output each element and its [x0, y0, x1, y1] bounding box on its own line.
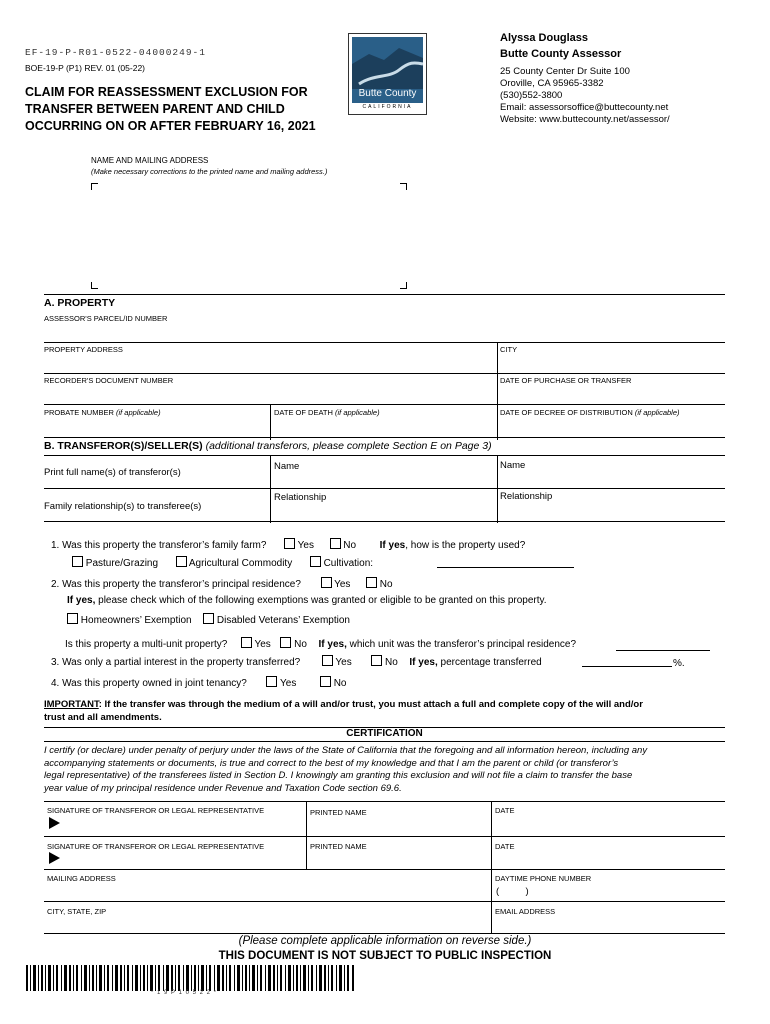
phone-field[interactable]: ( ): [496, 886, 529, 897]
relationship-label: Family relationship(s) to transferee(s): [44, 501, 202, 512]
relationship-field-2[interactable]: Relationship: [500, 491, 553, 502]
printed-name-1-label: PRINTED NAME: [310, 808, 367, 817]
assessor-name: Alyssa Douglass: [500, 32, 589, 44]
sign-arrow-icon: [49, 817, 60, 829]
bracket-tr: [400, 183, 407, 190]
date-1-label: DATE: [495, 806, 515, 815]
agri-checkbox[interactable]: [176, 556, 187, 567]
death-date-label: DATE OF DEATH (if applicable): [274, 408, 380, 417]
pasture-checkbox[interactable]: [72, 556, 83, 567]
q1-no-checkbox[interactable]: [330, 538, 341, 549]
certification-heading: CERTIFICATION: [346, 728, 423, 739]
signature-1-field[interactable]: [64, 815, 300, 833]
cultivation-field[interactable]: [437, 567, 574, 568]
mailing-label: NAME AND MAILING ADDRESS: [91, 156, 209, 165]
q1-uses: Pasture/Grazing Agricultural Commodity Cultivation:: [72, 556, 373, 569]
q3-no-checkbox[interactable]: [371, 655, 382, 666]
printed-name-1-field[interactable]: [310, 818, 486, 834]
percent-sign: %.: [673, 658, 685, 669]
full-name-label: Print full name(s) of transferor(s): [44, 467, 181, 478]
reverse-note: (Please complete applicable information on reverse side.): [238, 935, 532, 947]
city-label: CITY: [500, 345, 518, 354]
probate-label: PROBATE NUMBER (if applicable): [44, 408, 161, 417]
barcode: * 1 9 P 1 0 5 2 2 *: [26, 965, 356, 996]
veterans-checkbox[interactable]: [203, 613, 214, 624]
assessor-office: Butte County Assessor: [500, 48, 622, 60]
bracket-br: [400, 282, 407, 289]
printed-name-2-field[interactable]: [310, 852, 486, 868]
barcode-icon: [26, 965, 356, 991]
question-1: 1. Was this property the transferor’s family farm? Yes No If yes, how is the property used?: [51, 540, 526, 551]
name-field-2[interactable]: Name: [500, 460, 526, 471]
q4-yes-checkbox[interactable]: [266, 676, 277, 687]
name-field-1[interactable]: Name: [274, 461, 300, 472]
recorder-doc-label: RECORDER'S DOCUMENT NUMBER: [44, 376, 174, 385]
logo-image-icon: [349, 34, 426, 114]
public-notice: THIS DOCUMENT IS NOT SUBJECT TO PUBLIC INSPECTION: [218, 950, 552, 962]
signature-2-field[interactable]: [64, 850, 300, 868]
q2-ifyes: If yes, please check which of the following exemptions was granted or eligible to be granted on this property.: [67, 595, 547, 606]
purchase-date-label: DATE OF PURCHASE OR TRANSFER: [500, 376, 632, 385]
apn-label: ASSESSOR'S PARCEL/ID NUMBER: [44, 314, 168, 323]
multiunit-yes-checkbox[interactable]: [241, 637, 252, 648]
relationship-field-1[interactable]: Relationship: [274, 492, 327, 503]
apn-field[interactable]: [44, 322, 725, 342]
question-4: 4. Was this property owned in joint tenancy? Yes No: [51, 678, 347, 689]
unit-field[interactable]: [616, 650, 710, 651]
important-note: IMPORTANT: If the transfer was through the medium of a will and/or trust, you must attach a full and complete copy of the will and/or trust and all amendments.: [44, 699, 643, 723]
mailing-address-input[interactable]: [47, 884, 487, 900]
q1-yes-checkbox[interactable]: [284, 538, 295, 549]
bracket-bl: [91, 282, 98, 289]
homeowners-checkbox[interactable]: [67, 613, 78, 624]
email-label: EMAIL ADDRESS: [495, 907, 556, 916]
county-logo: Butte County CALIFORNIA: [348, 33, 427, 115]
multiunit-question: Is this property a multi-unit property? Yes No If yes, which unit was the transferor’s principal residence?: [65, 639, 577, 650]
date-2-label: DATE: [495, 842, 515, 851]
multiunit-no-checkbox[interactable]: [280, 637, 291, 648]
mailing-address-label: MAILING ADDRESS: [47, 874, 116, 883]
city-state-zip-field[interactable]: [47, 917, 487, 931]
mailing-address-field[interactable]: [100, 190, 395, 278]
city-state-zip-label: CITY, STATE, ZIP: [47, 907, 107, 916]
signature-1-label: SIGNATURE OF TRANSFEROR OR LEGAL REPRESENTATIVE: [47, 806, 265, 815]
q3-yes-checkbox[interactable]: [322, 655, 333, 666]
form-code: EF-19-P-R01-0522-04000249-1: [25, 47, 206, 58]
q4-no-checkbox[interactable]: [320, 676, 331, 687]
property-address-label: PROPERTY ADDRESS: [44, 345, 123, 354]
percentage-field[interactable]: [582, 666, 672, 667]
bracket-tl: [91, 183, 98, 190]
question-2: 2. Was this property the transferor’s principal residence? Yes No: [51, 579, 393, 590]
section-a-heading: A. PROPERTY: [44, 297, 116, 309]
phone-label: DAYTIME PHONE NUMBER: [495, 874, 592, 883]
form-title: CLAIM FOR REASSESSMENT EXCLUSION FOR TRANSFER BETWEEN PARENT AND CHILD OCCURRING ON OR AFTER FEBRUARY 16, 2021: [25, 85, 316, 133]
decree-date-label: DATE OF DECREE OF DISTRIBUTION (if applicable): [500, 408, 680, 417]
certification-text: I certify (or declare) under penalty of perjury under the laws of the State of California that the foregoing and all information hereon, including any accompanying statements or documents, is true and correct to the best of my knowledge and that I am the parent or child (or transferor’s legal representative) of the transferees listed in Section D. I knowingly am granting this exclusion and will not file a claim to transfer the base year value of my principal residence under Revenue and Taxation Code section 69.6.: [44, 745, 648, 795]
q2-yes-checkbox[interactable]: [321, 577, 332, 588]
q2-exemptions: Homeowners’ Exemption Disabled Veterans’ Exemption: [67, 613, 350, 626]
question-3: 3. Was only a partial interest in the property transferred? Yes No If yes, percentage transferred: [51, 657, 542, 668]
signature-2-label: SIGNATURE OF TRANSFEROR OR LEGAL REPRESENTATIVE: [47, 842, 265, 851]
form-revision: BOE-19-P (P1) REV. 01 (05-22): [25, 63, 146, 73]
section-b-heading: B. TRANSFEROR(S)/SELLER(S) (additional transferors, please complete Section E on Page 3): [44, 440, 492, 452]
date-2-field[interactable]: [495, 852, 720, 868]
assessor-contact: 25 County Center Dr Suite 100 Oroville, CA 95965-3382 (530)552-3800 Email: assessorsoffice@buttecounty.net Website: www.buttecounty.net/assessor/: [500, 66, 670, 125]
mailing-note: (Make necessary corrections to the printed name and mailing address.): [91, 167, 328, 176]
printed-name-2-label: PRINTED NAME: [310, 842, 367, 851]
date-1-field[interactable]: [495, 817, 720, 833]
cultivation-checkbox[interactable]: [310, 556, 321, 567]
q2-no-checkbox[interactable]: [366, 577, 377, 588]
email-field[interactable]: [495, 917, 720, 931]
sign-arrow-icon: [49, 852, 60, 864]
